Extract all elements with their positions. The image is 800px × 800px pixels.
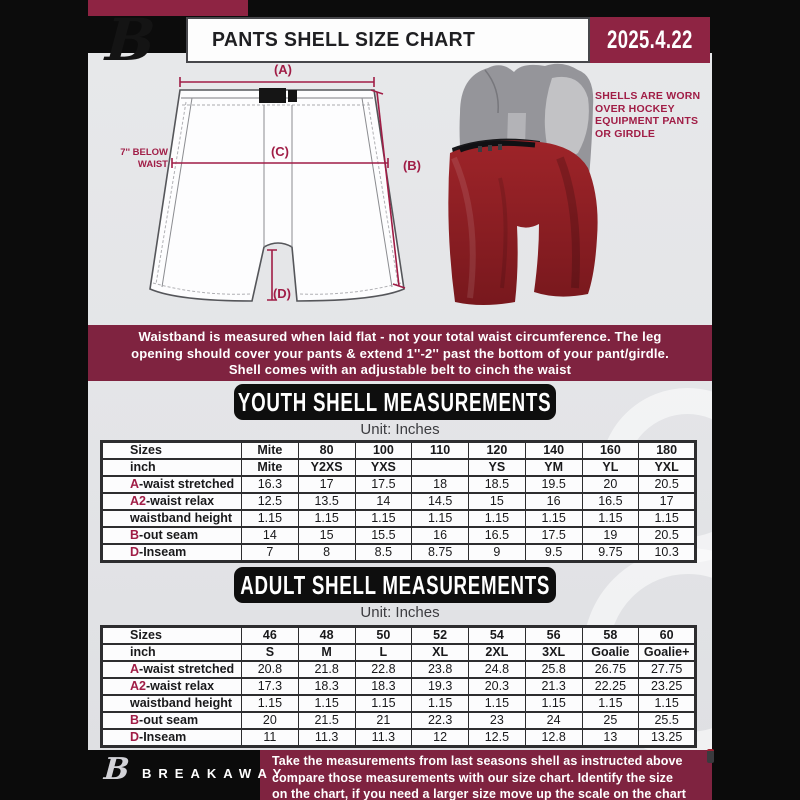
- note-line: SHELLS ARE WORN: [595, 90, 701, 102]
- value-cell: 17: [298, 476, 355, 493]
- table-row: [102, 476, 696, 493]
- value-cell: 16.5: [582, 493, 639, 510]
- value-cell: Goalie+: [639, 644, 696, 661]
- value-cell: 9: [469, 544, 526, 562]
- value-cell: YS: [469, 459, 526, 476]
- value-cell: 120: [469, 442, 526, 460]
- value-cell: 1.15: [582, 510, 639, 527]
- value-cell: Y2XS: [298, 459, 355, 476]
- row-label: Sizes: [102, 442, 242, 460]
- value-cell: 1.15: [355, 510, 412, 527]
- value-cell: YXS: [355, 459, 412, 476]
- value-cell: YXL: [639, 459, 696, 476]
- value-cell: 15: [298, 527, 355, 544]
- value-cell: 12.8: [525, 729, 582, 747]
- table-row: [102, 695, 696, 712]
- footer-brand-name: BREAKAWAY: [142, 766, 289, 781]
- value-cell: 1.15: [298, 510, 355, 527]
- value-cell: 140: [525, 442, 582, 460]
- value-cell: L: [355, 644, 412, 661]
- value-cell: 13.5: [298, 493, 355, 510]
- value-cell: S: [242, 644, 299, 661]
- value-cell: 160: [582, 442, 639, 460]
- value-cell: 20.3: [469, 678, 526, 695]
- value-cell: 24: [525, 712, 582, 729]
- value-cell: 25.5: [639, 712, 696, 729]
- value-cell: 18.5: [469, 476, 526, 493]
- row-label: A-waist stretched: [102, 661, 242, 678]
- value-cell: 110: [412, 442, 469, 460]
- value-cell: 14.5: [412, 493, 469, 510]
- table-row: [102, 678, 696, 695]
- row-label: A2-waist relax: [102, 678, 242, 695]
- value-cell: 2XL: [469, 644, 526, 661]
- value-cell: [412, 459, 469, 476]
- value-cell: 17: [639, 493, 696, 510]
- value-cell: 100: [355, 442, 412, 460]
- row-label: inch: [102, 459, 242, 476]
- value-cell: 8.75: [412, 544, 469, 562]
- value-cell: 1.15: [298, 695, 355, 712]
- value-cell: Mite: [242, 442, 299, 460]
- footer-line: Take the measurements from last seasons shell as instructed above: [272, 754, 683, 768]
- value-cell: 19: [582, 527, 639, 544]
- brand-logo-icon: B: [103, 6, 158, 74]
- table-row: [102, 527, 696, 544]
- value-cell: 9.75: [582, 544, 639, 562]
- row-label: A-waist stretched: [102, 476, 242, 493]
- value-cell: 14: [355, 493, 412, 510]
- table-row: [102, 627, 696, 645]
- value-cell: 56: [525, 627, 582, 645]
- row-label: waistband height: [102, 695, 242, 712]
- row-label: D-Inseam: [102, 544, 242, 562]
- youth-section-banner: [234, 384, 556, 420]
- value-cell: 1.15: [582, 695, 639, 712]
- value-cell: 16.5: [469, 527, 526, 544]
- value-cell: 21.3: [525, 678, 582, 695]
- value-cell: 17.5: [525, 527, 582, 544]
- below-waist-note-line2: WAIST: [137, 159, 168, 170]
- value-cell: 22.8: [355, 661, 412, 678]
- youth-unit-label: Unit: Inches: [360, 421, 440, 438]
- value-cell: 1.15: [639, 695, 696, 712]
- value-cell: 18.3: [298, 678, 355, 695]
- value-cell: 18: [412, 476, 469, 493]
- value-cell: 16.3: [242, 476, 299, 493]
- value-cell: 46: [242, 627, 299, 645]
- notice-line: Shell comes with an adjustable belt to cinch the waist: [228, 362, 572, 377]
- row-label: D-Inseam: [102, 729, 242, 747]
- shell-usage-note: [595, 90, 715, 140]
- value-cell: 1.15: [412, 510, 469, 527]
- value-cell: YM: [525, 459, 582, 476]
- row-label: Sizes: [102, 627, 242, 645]
- table-row: [102, 661, 696, 678]
- adult-banner-title: ADULT SHELL MEASUREMENTS: [240, 569, 550, 600]
- footer-brand-logo-icon: B: [102, 752, 131, 787]
- youth-measurements-table: [100, 440, 697, 563]
- value-cell: 15.5: [355, 527, 412, 544]
- date-badge: [590, 17, 710, 63]
- row-label: A2-waist relax: [102, 493, 242, 510]
- adult-measurements-table: [100, 625, 697, 748]
- title-bar: [186, 17, 590, 63]
- table-row: [102, 644, 696, 661]
- value-cell: 11.3: [298, 729, 355, 747]
- value-cell: 3XL: [525, 644, 582, 661]
- page-title: PANTS SHELL SIZE CHART: [212, 28, 476, 51]
- value-cell: 24.8: [469, 661, 526, 678]
- value-cell: 1.15: [639, 510, 696, 527]
- below-waist-note: 7'' BELOW: [120, 147, 168, 158]
- value-cell: Mite: [242, 459, 299, 476]
- table-row: [102, 544, 696, 562]
- value-cell: 1.15: [469, 510, 526, 527]
- value-cell: 19.3: [412, 678, 469, 695]
- dimension-a-label: (A): [273, 62, 293, 77]
- value-cell: 22.25: [582, 678, 639, 695]
- value-cell: 16: [412, 527, 469, 544]
- value-cell: 25: [582, 712, 639, 729]
- value-cell: 180: [639, 442, 696, 460]
- value-cell: 27.75: [639, 661, 696, 678]
- value-cell: 11.3: [355, 729, 412, 747]
- belt-buckle-icon: [259, 88, 286, 103]
- value-cell: 12.5: [469, 729, 526, 747]
- value-cell: 20: [242, 712, 299, 729]
- date-text: 2025.4.22: [607, 25, 693, 54]
- dimension-b-label: (B): [402, 158, 422, 173]
- value-cell: 21.5: [298, 712, 355, 729]
- value-cell: 13.25: [639, 729, 696, 747]
- value-cell: M: [298, 644, 355, 661]
- value-cell: 20.5: [639, 476, 696, 493]
- hockey-pants-photo: [440, 58, 610, 320]
- value-cell: XL: [412, 644, 469, 661]
- dimension-d-label: (D): [272, 286, 292, 301]
- table-row: [102, 493, 696, 510]
- value-cell: 21: [355, 712, 412, 729]
- value-cell: 10.3: [639, 544, 696, 562]
- corner-mark: [707, 749, 714, 763]
- value-cell: 12: [412, 729, 469, 747]
- value-cell: 12.5: [242, 493, 299, 510]
- footer-line: on the chart, if you need a larger size move up the scale on the chart: [272, 787, 687, 800]
- value-cell: 8.5: [355, 544, 412, 562]
- adult-unit-label: Unit: Inches: [360, 604, 440, 621]
- value-cell: 13: [582, 729, 639, 747]
- value-cell: 26.75: [582, 661, 639, 678]
- value-cell: 19.5: [525, 476, 582, 493]
- row-label: B-out seam: [102, 527, 242, 544]
- youth-banner-title: YOUTH SHELL MEASUREMENTS: [238, 386, 552, 417]
- value-cell: 1.15: [469, 695, 526, 712]
- value-cell: 21.8: [298, 661, 355, 678]
- value-cell: Goalie: [582, 644, 639, 661]
- notice-line: opening should cover your pants & extend 1''-2'' past the bottom of your pant/girdle.: [131, 345, 669, 361]
- value-cell: 54: [469, 627, 526, 645]
- value-cell: 7: [242, 544, 299, 562]
- value-cell: 22.3: [412, 712, 469, 729]
- table-row: [102, 442, 696, 460]
- footer-instructions: [260, 750, 712, 800]
- row-label: inch: [102, 644, 242, 661]
- footer-line: compare those measurements with our size chart. Identify the size: [272, 770, 674, 785]
- value-cell: YL: [582, 459, 639, 476]
- value-cell: 1.15: [242, 695, 299, 712]
- value-cell: 23.8: [412, 661, 469, 678]
- measurement-notice-banner: [88, 325, 712, 381]
- value-cell: 52: [412, 627, 469, 645]
- value-cell: 16: [525, 493, 582, 510]
- table-row: [102, 712, 696, 729]
- value-cell: 1.15: [355, 695, 412, 712]
- value-cell: 17.5: [355, 476, 412, 493]
- value-cell: 1.15: [525, 510, 582, 527]
- table-row: [102, 729, 696, 747]
- value-cell: 58: [582, 627, 639, 645]
- dimension-c-label: (C): [270, 144, 290, 159]
- value-cell: 20.8: [242, 661, 299, 678]
- table-row: [102, 459, 696, 476]
- value-cell: 25.8: [525, 661, 582, 678]
- value-cell: 23: [469, 712, 526, 729]
- value-cell: 50: [355, 627, 412, 645]
- value-cell: 8: [298, 544, 355, 562]
- value-cell: 17.3: [242, 678, 299, 695]
- row-label: B-out seam: [102, 712, 242, 729]
- value-cell: 18.3: [355, 678, 412, 695]
- value-cell: 20: [582, 476, 639, 493]
- value-cell: 9.5: [525, 544, 582, 562]
- shorts-measurement-diagram: [115, 60, 440, 320]
- note-line: OR GIRDLE: [595, 127, 656, 140]
- value-cell: 48: [298, 627, 355, 645]
- value-cell: 20.5: [639, 527, 696, 544]
- adult-section-banner: [234, 567, 556, 603]
- note-line: EQUIPMENT PANTS: [595, 115, 699, 127]
- row-label: waistband height: [102, 510, 242, 527]
- value-cell: 1.15: [525, 695, 582, 712]
- value-cell: 60: [639, 627, 696, 645]
- value-cell: 1.15: [242, 510, 299, 527]
- value-cell: 1.15: [412, 695, 469, 712]
- table-row: [102, 510, 696, 527]
- value-cell: 11: [242, 729, 299, 747]
- value-cell: 15: [469, 493, 526, 510]
- note-line: OVER HOCKEY: [595, 102, 675, 115]
- value-cell: 80: [298, 442, 355, 460]
- notice-line: Waistband is measured when laid flat - not your total waist circumference. The leg: [138, 329, 662, 344]
- value-cell: 23.25: [639, 678, 696, 695]
- value-cell: 14: [242, 527, 299, 544]
